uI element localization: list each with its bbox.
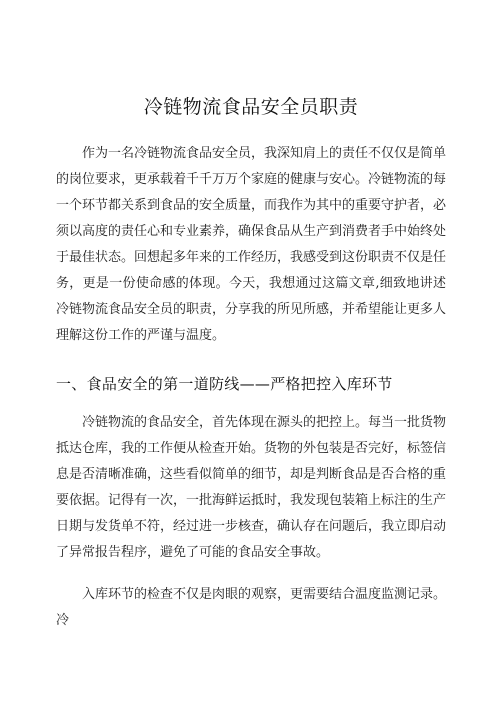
- section-heading: 一、食品安全的第一道防线——严格把控入库环节: [56, 375, 393, 393]
- body-paragraph: 入库环节的检查不仅是肉眼的观察，更需要结合温度监测记录。冷: [56, 587, 447, 628]
- body-paragraph: 冷链物流的食品安全，首先体现在源头的把控上。每当一批货物抵达仓库，我的工作便从检查开始。货物的外包装是否完好，标签信息是否清晰准确，这些看似简单的细节，却是判断食品是否合格的重要依据。记得有一次，一批海鲜运抵时，我发现包装箱上标注的生产日期与发货单不符，经过进一步核查，确认存在问题后，我立即启动了异常报告程序，避免了可能的食品安全事故。: [56, 415, 447, 560]
- document-title: 冷链物流食品安全员职责: [143, 96, 359, 118]
- intro-paragraph: 作为一名冷链物流食品安全员，我深知肩上的责任不仅仅是简单的岗位要求，更承载着千千万万个家庭的健康与安心。冷链物流的每一个环节都关系到食品的安全质量，而我作为其中的重要守护者，必须以高度的责任心和专业素养，确保食品从生产到消费者手中始终处于最佳状态。回想起多年来的工作经历，我感受到这份职责不仅是任务，更是一份使命感的体现。今天，我想通过这篇文章,细致地讲述冷链物流食品安全员的职责，分享我的所见所感，并希望能让更多人理解这份工作的严谨与温度。: [56, 146, 447, 343]
